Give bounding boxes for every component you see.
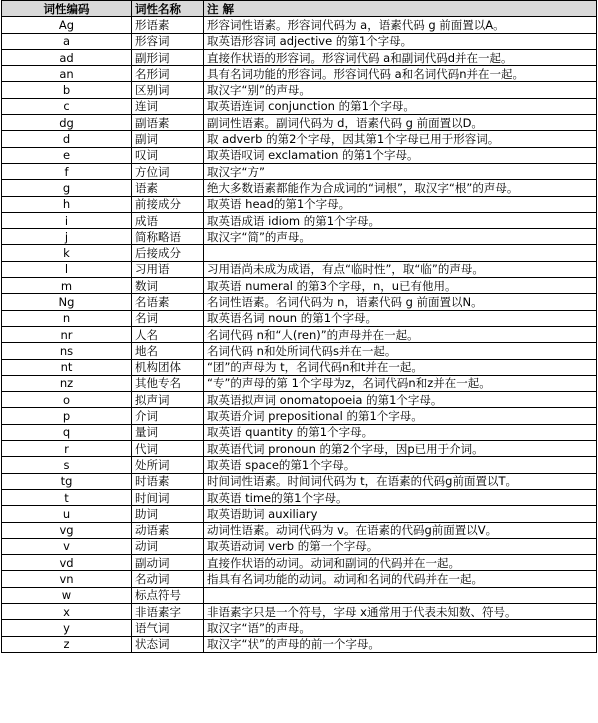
cell-code: l bbox=[2, 261, 132, 277]
cell-code: Ng bbox=[2, 294, 132, 310]
cell-code: m bbox=[2, 278, 132, 294]
table-row bbox=[2, 115, 597, 131]
table-row bbox=[2, 555, 597, 571]
cell-code: d bbox=[2, 131, 132, 147]
cell-name: 机构团体 bbox=[132, 359, 204, 375]
table-row bbox=[2, 82, 597, 98]
header-code: 词性编码 bbox=[2, 1, 132, 17]
table-row bbox=[2, 310, 597, 326]
cell-note: 取英语形容词 adjective 的第1个字母。 bbox=[204, 33, 597, 49]
cell-note: 形容词性语素。形容词代码为 a，语素代码 g 前面置以A。 bbox=[204, 17, 597, 33]
cell-name: 人名 bbox=[132, 326, 204, 342]
table-row bbox=[2, 98, 597, 114]
table-body bbox=[2, 17, 597, 653]
cell-name: 简称略语 bbox=[132, 229, 204, 245]
cell-code: u bbox=[2, 506, 132, 522]
cell-name: 语素 bbox=[132, 180, 204, 196]
cell-name: 名词 bbox=[132, 310, 204, 326]
cell-note: 取英语 time的第1个字母。 bbox=[204, 489, 597, 505]
cell-code: f bbox=[2, 163, 132, 179]
table-row bbox=[2, 636, 597, 652]
cell-code: tg bbox=[2, 473, 132, 489]
cell-name: 名动词 bbox=[132, 571, 204, 587]
cell-name: 形语素 bbox=[132, 17, 204, 33]
cell-note: 取英语 numeral 的第3个字母，n，u已有他用。 bbox=[204, 278, 597, 294]
cell-note bbox=[204, 587, 597, 603]
cell-code: j bbox=[2, 229, 132, 245]
cell-note: 取英语 head的第1个字母。 bbox=[204, 196, 597, 212]
cell-note: 取英语名词 noun 的第1个字母。 bbox=[204, 310, 597, 326]
table-row bbox=[2, 620, 597, 636]
cell-note: 取汉字“状”的声母的前一个字母。 bbox=[204, 636, 597, 652]
header-row bbox=[2, 1, 597, 17]
cell-code: dg bbox=[2, 115, 132, 131]
cell-name: 介词 bbox=[132, 408, 204, 424]
cell-code: vd bbox=[2, 555, 132, 571]
cell-name: 区别词 bbox=[132, 82, 204, 98]
cell-code: e bbox=[2, 147, 132, 163]
cell-code: nr bbox=[2, 326, 132, 342]
cell-name: 语气词 bbox=[132, 620, 204, 636]
cell-note: 取英语成语 idiom 的第1个字母。 bbox=[204, 212, 597, 228]
table-row bbox=[2, 212, 597, 228]
table-row bbox=[2, 278, 597, 294]
cell-code: ad bbox=[2, 49, 132, 65]
cell-name: 习用语 bbox=[132, 261, 204, 277]
cell-note: 取英语动词 verb 的第一个字母。 bbox=[204, 538, 597, 554]
cell-name: 后接成分 bbox=[132, 245, 204, 261]
table-row bbox=[2, 229, 597, 245]
pos-tag-table bbox=[1, 0, 597, 653]
cell-code: q bbox=[2, 424, 132, 440]
cell-name: 状态词 bbox=[132, 636, 204, 652]
table-row bbox=[2, 408, 597, 424]
cell-note: 习用语尚未成为成语，有点“临时性”，取“临”的声母。 bbox=[204, 261, 597, 277]
cell-note: 直接作状语的形容词。形容词代码 a和副词代码d并在一起。 bbox=[204, 49, 597, 65]
cell-name: 助词 bbox=[132, 506, 204, 522]
cell-note: 取英语叹词 exclamation 的第1个字母。 bbox=[204, 147, 597, 163]
table-row bbox=[2, 49, 597, 65]
cell-code: i bbox=[2, 212, 132, 228]
cell-code: Ag bbox=[2, 17, 132, 33]
cell-name: 副语素 bbox=[132, 115, 204, 131]
cell-name: 叹词 bbox=[132, 147, 204, 163]
cell-note: “团”的声母为 t，名词代码n和t并在一起。 bbox=[204, 359, 597, 375]
cell-note: 副词性语素。副词代码为 d，语素代码 g 前面置以D。 bbox=[204, 115, 597, 131]
cell-name: 非语素字 bbox=[132, 603, 204, 619]
cell-note: 名词代码 n和“人(ren)”的声母并在一起。 bbox=[204, 326, 597, 342]
cell-name: 数词 bbox=[132, 278, 204, 294]
cell-note: 取汉字“方” bbox=[204, 163, 597, 179]
cell-name: 代词 bbox=[132, 441, 204, 457]
table-row bbox=[2, 375, 597, 391]
table-row bbox=[2, 245, 597, 261]
cell-note: 取汉字“别”的声母。 bbox=[204, 82, 597, 98]
table-row bbox=[2, 489, 597, 505]
cell-note: 指具有名词功能的动词。动词和名词的代码并在一起。 bbox=[204, 571, 597, 587]
cell-note: 取英语助词 auxiliary bbox=[204, 506, 597, 522]
cell-name: 成语 bbox=[132, 212, 204, 228]
cell-code: x bbox=[2, 603, 132, 619]
table-row bbox=[2, 17, 597, 33]
cell-note: 取英语拟声词 onomatopoeia 的第1个字母。 bbox=[204, 392, 597, 408]
table-row bbox=[2, 538, 597, 554]
cell-code: h bbox=[2, 196, 132, 212]
table-row bbox=[2, 261, 597, 277]
header-note: 注 解 bbox=[204, 1, 597, 17]
table-row bbox=[2, 326, 597, 342]
cell-name: 其他专名 bbox=[132, 375, 204, 391]
cell-code: a bbox=[2, 33, 132, 49]
cell-code: an bbox=[2, 66, 132, 82]
cell-note: “专”的声母的第 1个字母为z，名词代码n和z并在一起。 bbox=[204, 375, 597, 391]
table-row bbox=[2, 163, 597, 179]
table-row bbox=[2, 359, 597, 375]
cell-code: p bbox=[2, 408, 132, 424]
table-row bbox=[2, 66, 597, 82]
table-row bbox=[2, 180, 597, 196]
cell-note: 取英语 quantity 的第1个字母。 bbox=[204, 424, 597, 440]
cell-code: b bbox=[2, 82, 132, 98]
table-row bbox=[2, 457, 597, 473]
cell-note: 取英语代词 pronoun 的第2个字母，因p已用于介词。 bbox=[204, 441, 597, 457]
cell-note: 绝大多数语素都能作为合成词的“词根”，取汉字“根”的声母。 bbox=[204, 180, 597, 196]
cell-code: ns bbox=[2, 343, 132, 359]
cell-note: 取 adverb 的第2个字母，因其第1个字母已用于形容词。 bbox=[204, 131, 597, 147]
table-row bbox=[2, 294, 597, 310]
cell-code: y bbox=[2, 620, 132, 636]
cell-note: 取英语 space的第1个字母。 bbox=[204, 457, 597, 473]
cell-note: 动词性语素。动词代码为 v。在语素的代码g前面置以V。 bbox=[204, 522, 597, 538]
cell-code: n bbox=[2, 310, 132, 326]
cell-name: 处所词 bbox=[132, 457, 204, 473]
cell-note: 具有名词功能的形容词。形容词代码 a和名词代码n并在一起。 bbox=[204, 66, 597, 82]
cell-code: nz bbox=[2, 375, 132, 391]
cell-name: 时间词 bbox=[132, 489, 204, 505]
cell-code: w bbox=[2, 587, 132, 603]
cell-code: t bbox=[2, 489, 132, 505]
table-row bbox=[2, 392, 597, 408]
cell-name: 形容词 bbox=[132, 33, 204, 49]
cell-name: 动语素 bbox=[132, 522, 204, 538]
cell-code: k bbox=[2, 245, 132, 261]
cell-code: vg bbox=[2, 522, 132, 538]
cell-name: 拟声词 bbox=[132, 392, 204, 408]
cell-code: c bbox=[2, 98, 132, 114]
table-row bbox=[2, 343, 597, 359]
table-row bbox=[2, 196, 597, 212]
table-row bbox=[2, 441, 597, 457]
cell-name: 量词 bbox=[132, 424, 204, 440]
cell-code: z bbox=[2, 636, 132, 652]
table-row bbox=[2, 603, 597, 619]
cell-name: 地名 bbox=[132, 343, 204, 359]
cell-name: 连词 bbox=[132, 98, 204, 114]
cell-name: 标点符号 bbox=[132, 587, 204, 603]
cell-code: v bbox=[2, 538, 132, 554]
cell-code: vn bbox=[2, 571, 132, 587]
cell-name: 副动词 bbox=[132, 555, 204, 571]
cell-name: 方位词 bbox=[132, 163, 204, 179]
cell-name: 副词 bbox=[132, 131, 204, 147]
table-row bbox=[2, 33, 597, 49]
cell-note: 名词性语素。名词代码为 n，语素代码 g 前面置以N。 bbox=[204, 294, 597, 310]
cell-note: 取汉字“语”的声母。 bbox=[204, 620, 597, 636]
cell-note: 取英语介词 prepositional 的第1个字母。 bbox=[204, 408, 597, 424]
cell-note: 取英语连词 conjunction 的第1个字母。 bbox=[204, 98, 597, 114]
cell-note: 非语素字只是一个符号，字母 x通常用于代表未知数、符号。 bbox=[204, 603, 597, 619]
table-row bbox=[2, 571, 597, 587]
cell-code: g bbox=[2, 180, 132, 196]
table-row bbox=[2, 131, 597, 147]
cell-code: r bbox=[2, 441, 132, 457]
cell-name: 副形词 bbox=[132, 49, 204, 65]
header-name: 词性名称 bbox=[132, 1, 204, 17]
table-row bbox=[2, 506, 597, 522]
table-row bbox=[2, 473, 597, 489]
cell-name: 时语素 bbox=[132, 473, 204, 489]
cell-name: 动词 bbox=[132, 538, 204, 554]
table-row bbox=[2, 424, 597, 440]
table-row bbox=[2, 587, 597, 603]
cell-name: 名形词 bbox=[132, 66, 204, 82]
table-row bbox=[2, 147, 597, 163]
cell-note: 取汉字“简”的声母。 bbox=[204, 229, 597, 245]
table-row bbox=[2, 522, 597, 538]
cell-name: 前接成分 bbox=[132, 196, 204, 212]
cell-note: 时间词性语素。时间词代码为 t，在语素的代码g前面置以T。 bbox=[204, 473, 597, 489]
cell-code: o bbox=[2, 392, 132, 408]
cell-name: 名语素 bbox=[132, 294, 204, 310]
cell-note: 直接作状语的动词。动词和副词的代码并在一起。 bbox=[204, 555, 597, 571]
cell-note: 名词代码 n和处所词代码s并在一起。 bbox=[204, 343, 597, 359]
cell-code: nt bbox=[2, 359, 132, 375]
cell-code: s bbox=[2, 457, 132, 473]
cell-note bbox=[204, 245, 597, 261]
